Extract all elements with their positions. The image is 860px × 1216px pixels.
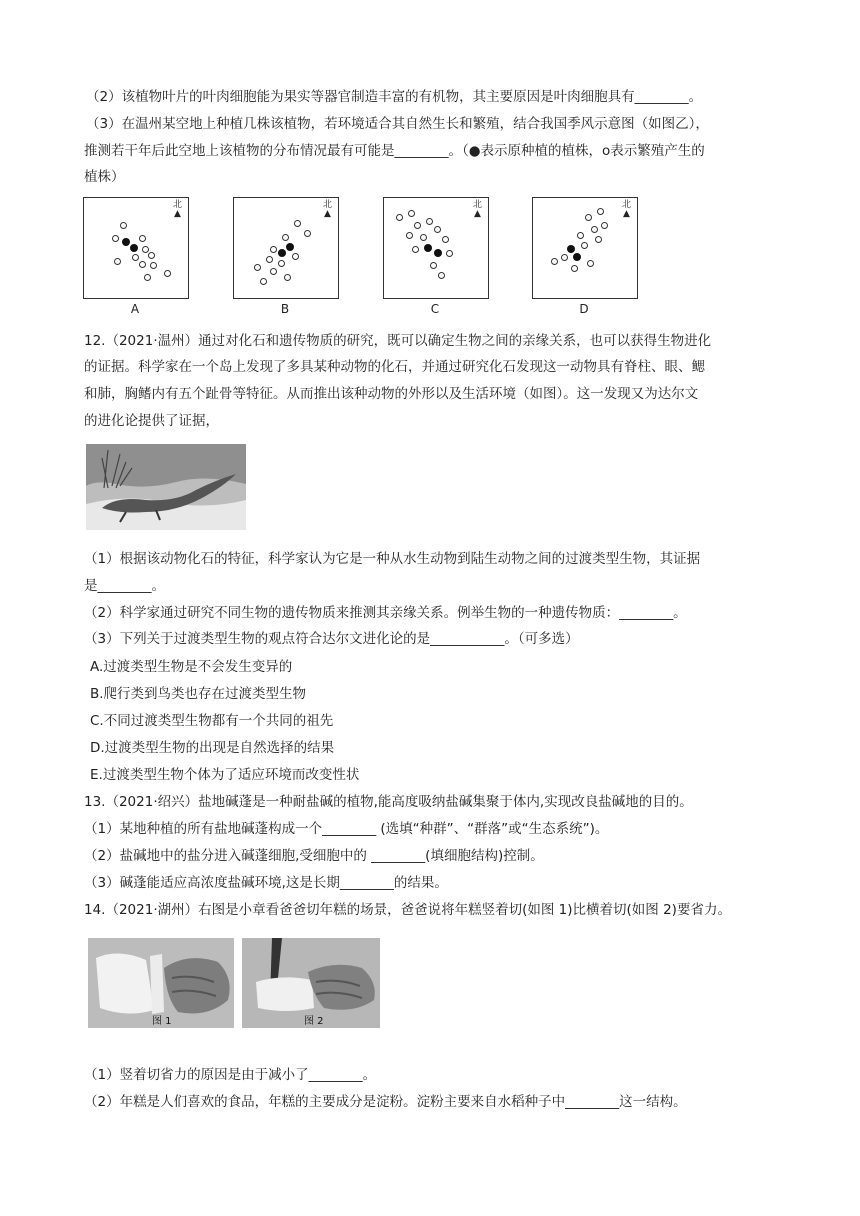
figure-label-b: B xyxy=(280,302,290,316)
option-b: B.爬行类到鸟类也存在过渡类型生物 xyxy=(90,686,307,702)
q12-sub2: （2）科学家通过研究不同生物的遗传物质来推测其亲缘关系。例举生物的一种遗传物质：________。 xyxy=(84,605,687,621)
q12-sub1-line2: 是________。 xyxy=(84,578,165,594)
north-arrow-icon: 北 ▲ xyxy=(621,200,631,219)
q12-sub1-line1: （1）根据该动物化石的特征，科学家认为它是一种从水生动物到陆生动物之间的过渡类型生物，其证据 xyxy=(84,551,701,567)
north-arrow-icon: 北 ▲ xyxy=(172,200,182,219)
q11-sub3-line3: 植株） xyxy=(84,169,125,185)
photo-1-caption: 图 1 xyxy=(152,1016,172,1027)
q12-line2: 的证据。科学家在一个岛上发现了多具某种动物的化石，并通过研究化石发现这一动物具有脊柱、眼、鳃 xyxy=(84,359,705,375)
q11-sub3-line1: （3）在温州某空地上种植几株该植物，若环境适合其自然生长和繁殖，结合我国季风示意图（如图乙）， xyxy=(86,116,709,132)
q13-stem: 13.（2021·绍兴）盐地碱蓬是一种耐盐碱的植物,能高度吸纳盐碱集聚于体内,实现改良盐碱地的目的。 xyxy=(84,794,693,810)
q12-line4: 的进化论提供了证据， xyxy=(84,413,219,429)
figure-label-a: A xyxy=(130,302,140,316)
q13-sub3: （3）碱蓬能适应高浓度盐碱环境,这是长期________的结果。 xyxy=(84,875,448,891)
q12-sub3: （3）下列关于过渡类型生物的观点符合达尔文进化论的是___________。（可多选） xyxy=(84,631,579,647)
q11-sub2: （2）该植物叶片的叶肉细胞能为果实等器官制造丰富的有机物，其主要原因是叶肉细胞具有________。 xyxy=(86,89,703,105)
option-d: D.过渡类型生物的出现是自然选择的结果 xyxy=(90,740,335,756)
figure-label-d: D xyxy=(579,302,589,316)
cutting-photo-2 xyxy=(242,938,380,1028)
north-arrow-icon: 北 ▲ xyxy=(322,200,332,219)
q14-stem: 14.（2021·湖州）右图是小章看爸爸切年糕的场景，爸爸说将年糕竖着切(如图 1)比横着切(如图 2)要省力。 xyxy=(84,902,731,918)
option-e: E.过渡类型生物个体为了适应环境而改变性状 xyxy=(90,767,360,783)
north-arrow-icon: 北 ▲ xyxy=(472,200,482,219)
cutting-photo-1 xyxy=(88,938,234,1028)
q11-sub3-line2: 推测若干年后此空地上该植物的分布情况最有可能是________。（●表示原种植的植株，o表示繁殖产生的 xyxy=(84,143,705,159)
distribution-figure-b xyxy=(233,197,339,299)
q13-sub2: （2）盐碱地中的盐分进入碱蓬细胞,受细胞中的 ________(填细胞结构)控制。 xyxy=(84,848,544,864)
q14-sub1: （1）竖着切省力的原因是由于减小了________。 xyxy=(84,1067,377,1083)
fossil-animal-image xyxy=(86,444,246,530)
q12-line1: 12.（2021·温州）通过对化石和遗传物质的研究，既可以确定生物之间的亲缘关系，也可以获得生物进化 xyxy=(84,333,712,349)
option-a: A.过渡类型生物是不会发生变异的 xyxy=(90,659,293,675)
photo-2-caption: 图 2 xyxy=(304,1016,324,1027)
distribution-figure-c xyxy=(383,197,489,299)
distribution-figure-d xyxy=(532,197,638,299)
figure-label-c: C xyxy=(430,302,440,316)
q12-line3: 和肺，胸鳍内有五个趾骨等特征。从而推出该种动物的外形以及生活环境（如图）。这一发现又为达尔文 xyxy=(84,386,699,402)
q13-sub1: （1）某地种植的所有盐地碱蓬构成一个________ (选填“种群”、“群落”或“生态系统”)。 xyxy=(84,821,609,837)
q14-sub2: （2）年糕是人们喜欢的食品，年糕的主要成分是淀粉。淀粉主要来自水稻种子中________这一结构。 xyxy=(84,1094,687,1110)
distribution-figure-a xyxy=(83,197,189,299)
option-c: C.不同过渡类型生物都有一个共同的祖先 xyxy=(90,713,334,729)
